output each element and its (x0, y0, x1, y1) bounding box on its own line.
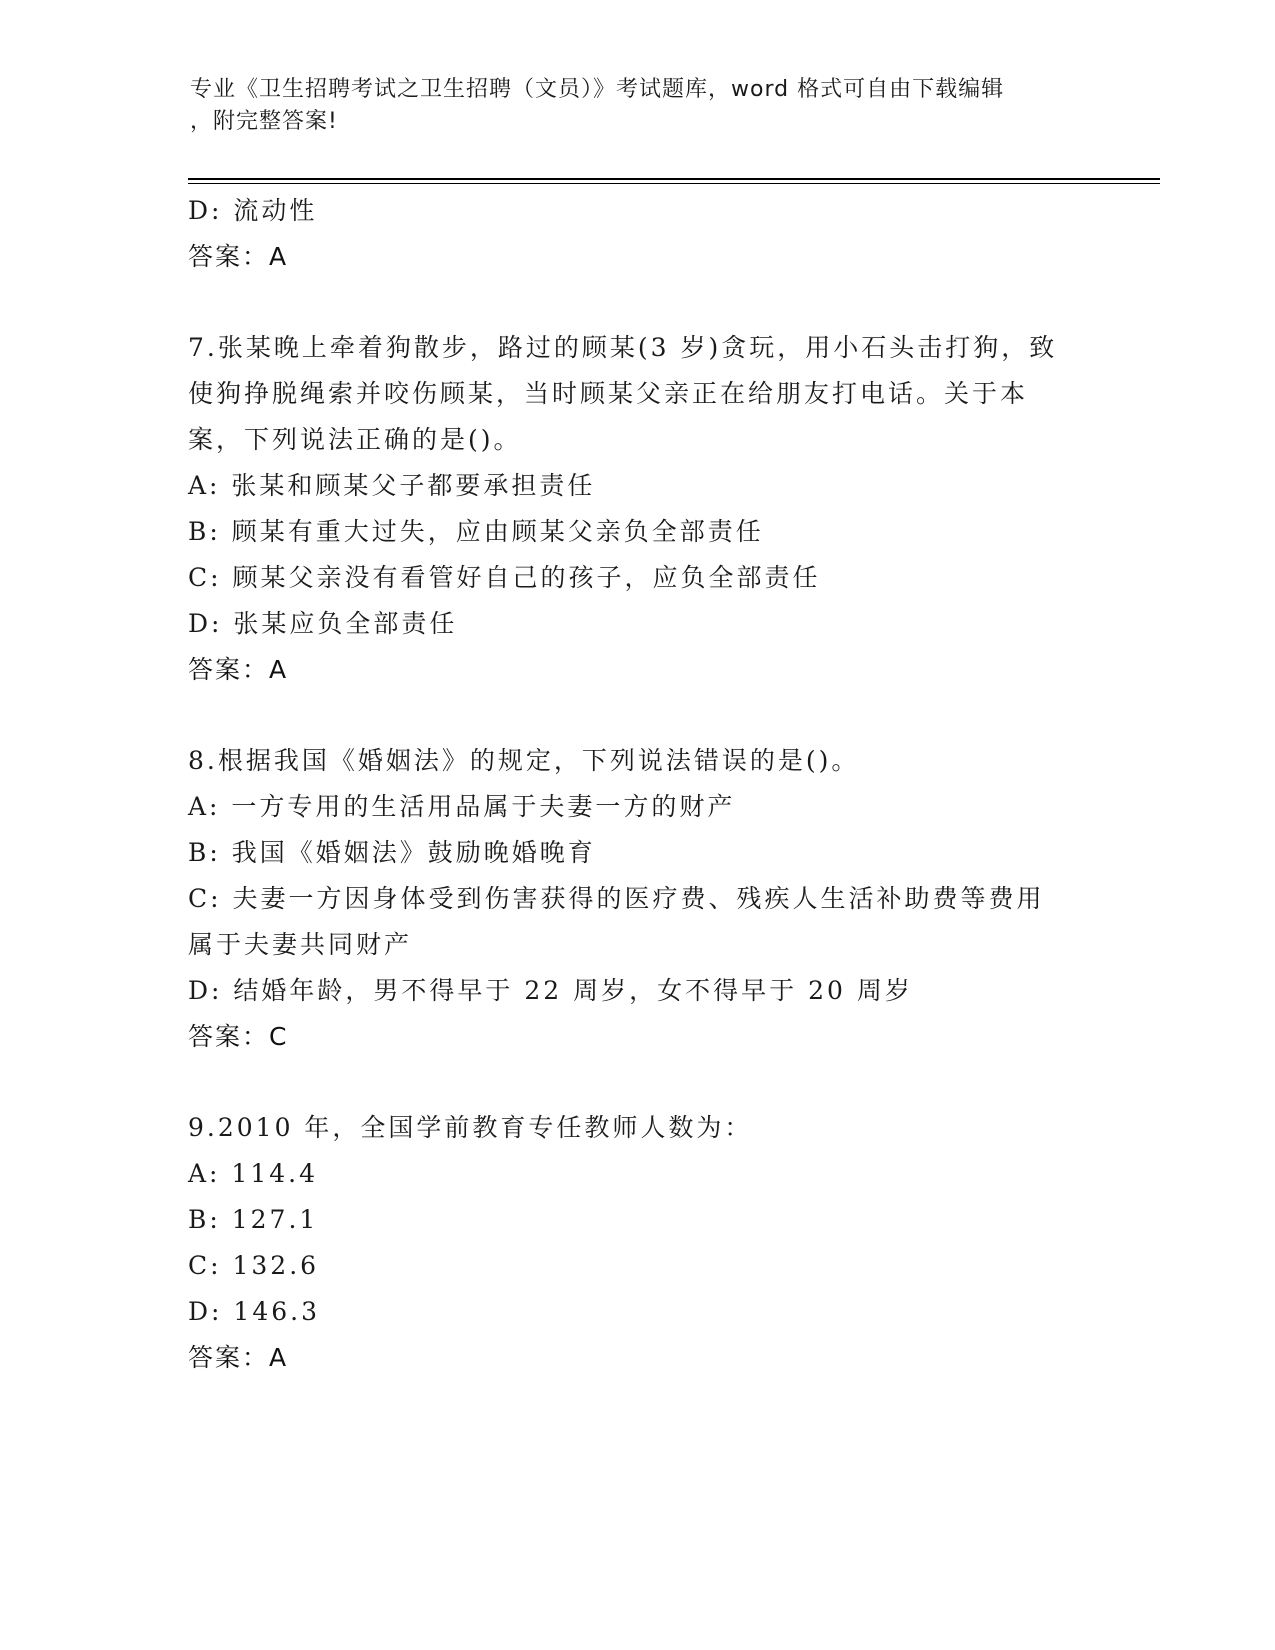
answer: 答案：A (188, 655, 289, 684)
option-a: A: 114.4 (188, 1159, 318, 1188)
question-content (188, 188, 1088, 1381)
option-a: A: 一方专用的生活用品属于夫妻一方的财产 (188, 792, 736, 821)
option-c: C: 顾某父亲没有看管好自己的孩子，应负全部责任 (188, 563, 821, 592)
answer: 答案：C (188, 1022, 289, 1051)
option-a: A: 张某和顾某父子都要承担责任 (188, 471, 596, 500)
option-d: D: 146.3 (188, 1297, 320, 1326)
question-stem-line: 使狗挣脱绳索并咬伤顾某，当时顾某父亲正在给朋友打电话。关于本 (188, 379, 1029, 408)
prev-option-d: D: 流动性 (188, 196, 318, 225)
question-stem-line: 7.张某晚上牵着狗散步，路过的顾某(3 岁)贪玩，用小石头击打狗，致 (188, 333, 1058, 362)
prev-answer: 答案：A (188, 242, 289, 271)
header-divider-thick (188, 178, 1160, 180)
question-7 (188, 325, 1088, 693)
spacer (188, 280, 1088, 325)
header-line-1: 专业《卫生招聘考试之卫生招聘（文员）》考试题库，word 格式可自由下载编辑 (190, 77, 1005, 102)
option-c: C: 132.6 (188, 1251, 320, 1280)
question-stem-line: 案，下列说法正确的是()。 (188, 425, 522, 454)
option-b: B: 我国《婚姻法》鼓励晚婚晚育 (188, 838, 596, 867)
question-stem-line: 9.2010 年，全国学前教育专任教师人数为： (188, 1113, 753, 1142)
option-d: D: 张某应负全部责任 (188, 609, 458, 638)
spacer (188, 1060, 1088, 1105)
spacer (188, 693, 1088, 738)
header-line-2: ，附完整答案! (190, 109, 338, 134)
option-d: D: 结婚年龄，男不得早于 22 周岁，女不得早于 20 周岁 (188, 976, 913, 1005)
option-c: C: 夫妻一方因身体受到伤害获得的医疗费、残疾人生活补助费等费用 (188, 884, 1045, 913)
option-b: B: 127.1 (188, 1205, 319, 1234)
question-9 (188, 1105, 1088, 1381)
question-stem-line: 8.根据我国《婚姻法》的规定，下列说法错误的是()。 (188, 746, 860, 775)
option-c-continued: 属于夫妻共同财产 (188, 930, 413, 959)
answer: 答案：A (188, 1343, 289, 1372)
header-divider-thin (188, 183, 1160, 184)
option-b: B: 顾某有重大过失，应由顾某父亲负全部责任 (188, 517, 764, 546)
page-header (190, 74, 1070, 138)
question-8 (188, 738, 1088, 1060)
